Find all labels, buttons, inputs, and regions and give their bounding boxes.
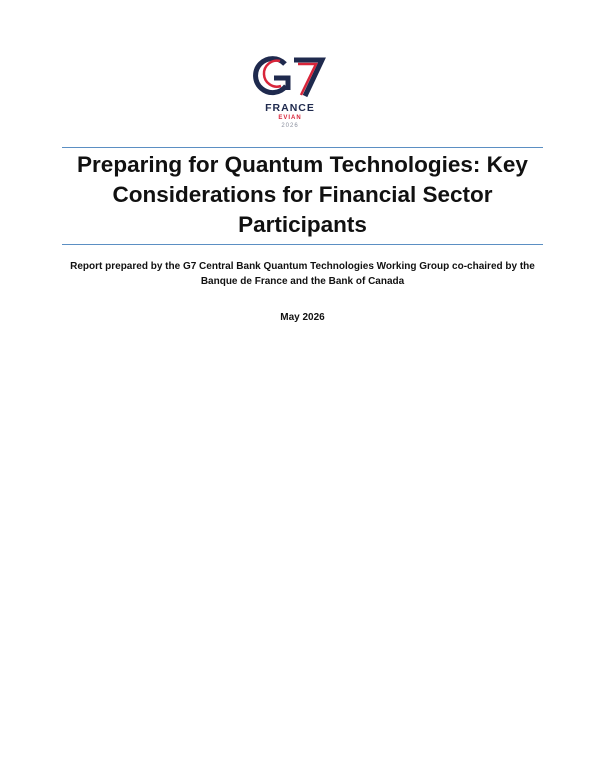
g7-logo-mark [250, 52, 330, 102]
logo-city-text: EVIAN [278, 115, 302, 121]
title-bottom-divider [62, 244, 543, 245]
logo-country-text: FRANCE [265, 102, 315, 114]
title-top-divider [62, 147, 543, 148]
document-subtitle: Report prepared by the G7 Central Bank Quantum Technologies Working Group co-chaired by the Banque de France and the Bank of Canada [70, 261, 535, 287]
g7-france-logo [250, 52, 355, 142]
logo-year-text: 2026 [281, 123, 299, 129]
document-title: Preparing for Quantum Technologies: Key Considerations for Financial Sector Participants [77, 152, 528, 237]
document-date: May 2026 [280, 312, 325, 323]
